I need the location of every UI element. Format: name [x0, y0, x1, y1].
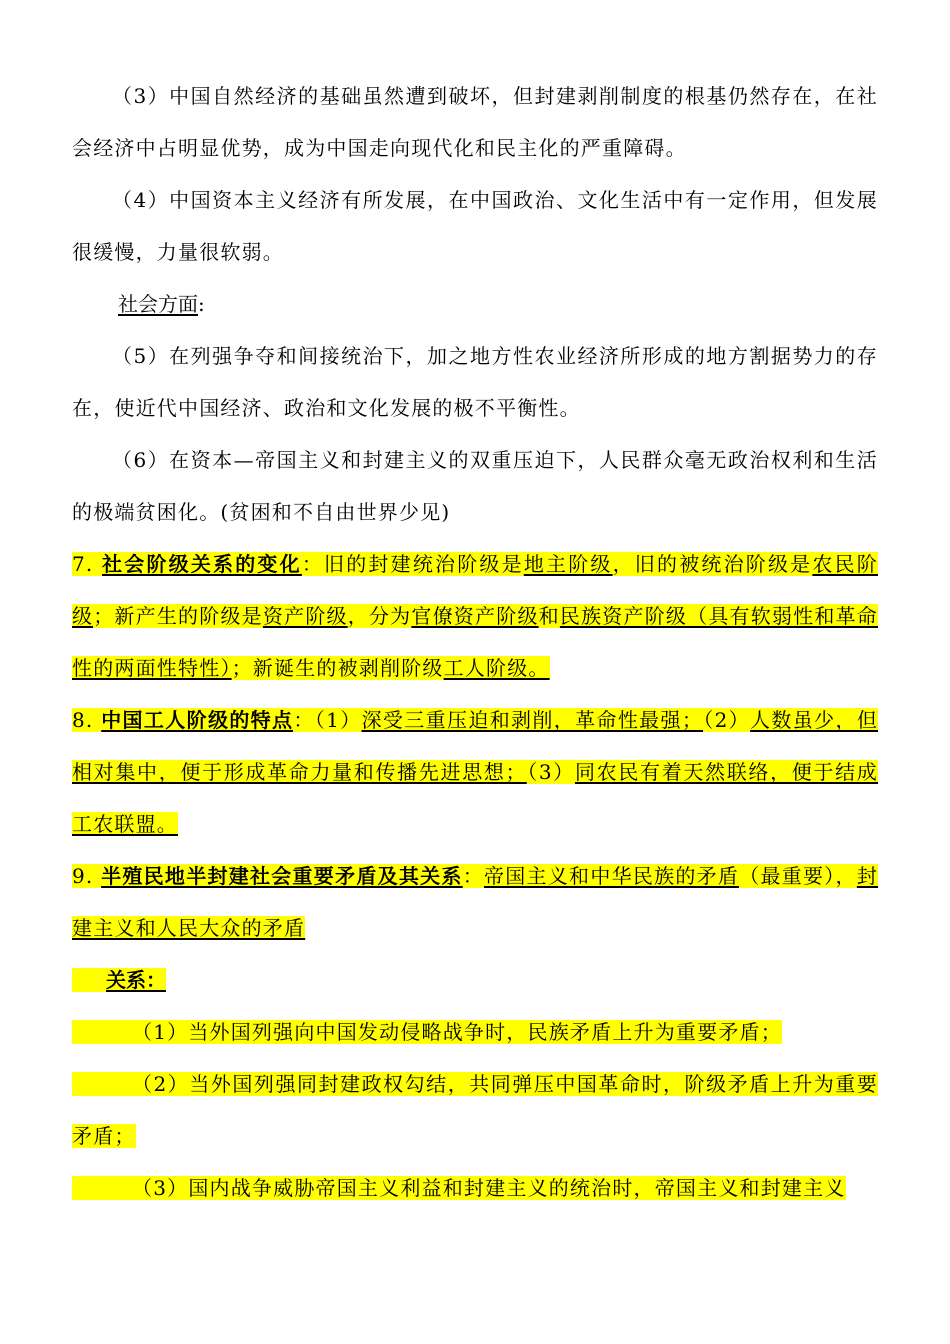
- item-9-text-1: （最重要），: [739, 864, 857, 888]
- item-7-bourgeoisie: 资产阶级: [262, 604, 348, 628]
- item-8-point-2: 人数虽少，但相对集中，便于形成革命力量和传播先进思想；: [72, 708, 879, 784]
- item-9-sep: ：: [462, 864, 484, 888]
- item-9-contradiction-2: 封建主义和人民大众的矛盾: [72, 864, 879, 940]
- relations-heading-text: 关系：: [72, 968, 166, 992]
- item-9: [72, 850, 878, 954]
- item-8-title: 中国工人阶级的特点: [101, 708, 294, 732]
- relation-item-2-text: （2）当外国列强同封建政权勾结，共同弹压中国革命时，阶级矛盾上升为重要矛盾；: [72, 1072, 878, 1148]
- item-9-contradiction-1: 帝国主义和中华民族的矛盾: [483, 864, 740, 888]
- social-heading: [72, 278, 878, 330]
- item-7-national-bourgeoisie: 民族资产阶级（具有软弱性和革命性的两面性特性）: [72, 604, 879, 680]
- paragraph-5: [72, 330, 878, 434]
- item-8-point-3: 同农民有着天然联络，便于结成工农联盟。: [72, 760, 878, 836]
- relation-item-3: [72, 1162, 878, 1214]
- item-8-text-2: （2）: [703, 708, 751, 732]
- item-7-text-1: 旧的封建统治阶级是: [324, 552, 524, 576]
- relation-item-3-text: （3）国内战争威胁帝国主义利益和封建主义的统治时，帝国主义和封建主义: [72, 1176, 846, 1200]
- item-7-text-5: 和: [538, 604, 560, 628]
- item-7: [72, 538, 878, 694]
- item-7-number: 7.: [72, 552, 94, 576]
- item-7-bureaucrat-bourgeoisie: 官僚资产阶级: [411, 604, 539, 628]
- item-7-landlord-class: 地主阶级: [523, 552, 613, 576]
- paragraph-4-text: （4）中国资本主义经济有所发展，在中国政治、文化生活中有一定作用，但发展很缓慢，力量很软弱。: [72, 188, 878, 264]
- item-7-text-4: ，分为: [347, 604, 412, 628]
- paragraph-6: [72, 434, 878, 538]
- relations-heading: [72, 954, 878, 1006]
- social-heading-text: 社会方面: [118, 292, 198, 316]
- paragraph-5-text: （5）在列强争夺和间接统治下，加之地方性农业经济所形成的地方割据势力的存在，使近代中国经济、政治和文化发展的极不平衡性。: [72, 344, 878, 420]
- relation-item-1: [72, 1006, 878, 1058]
- document-page: [72, 70, 878, 1214]
- relation-item-1-text: （1）当外国列强向中国发动侵略战争时，民族矛盾上升为重要矛盾；: [72, 1020, 782, 1044]
- item-8: [72, 694, 878, 850]
- relation-item-2: [72, 1058, 878, 1162]
- paragraph-3: [72, 70, 878, 174]
- item-7-text-2: ，旧的被统治阶级是: [612, 552, 813, 576]
- item-7-title: 社会阶级关系的变化: [102, 552, 302, 576]
- item-7-peasant-class: 农民阶级: [72, 552, 878, 628]
- paragraph-4: [72, 174, 878, 278]
- item-9-title: 半殖民地半封建社会重要矛盾及其关系: [101, 864, 463, 888]
- item-7-sep: ：: [301, 552, 325, 576]
- item-8-text-3: （3）: [526, 760, 575, 784]
- item-8-number: 8.: [72, 708, 94, 732]
- paragraph-3-text: （3）中国自然经济的基础虽然遭到破坏，但封建剥削制度的根基仍然存在，在社会经济中占明显优势，成为中国走向现代化和民主化的严重障碍。: [72, 84, 878, 160]
- item-9-number: 9.: [72, 864, 94, 888]
- social-heading-colon: :: [198, 292, 205, 316]
- item-7-text-6: ；新诞生的被剥削阶级: [231, 656, 444, 680]
- paragraph-6-text: （6）在资本—帝国主义和封建主义的双重压迫下，人民群众毫无政治权利和生活的极端贫困化。(贫困和不自由世界少见): [72, 448, 878, 524]
- item-7-working-class: 工人阶级。: [443, 656, 550, 680]
- item-7-text-3: ；新产生的阶级是: [93, 604, 263, 628]
- item-8-point-1: 深受三重压迫和剥削，革命性最强；: [361, 708, 704, 732]
- item-8-sep: ：: [293, 708, 315, 732]
- item-8-text-1: （1）: [314, 708, 362, 732]
